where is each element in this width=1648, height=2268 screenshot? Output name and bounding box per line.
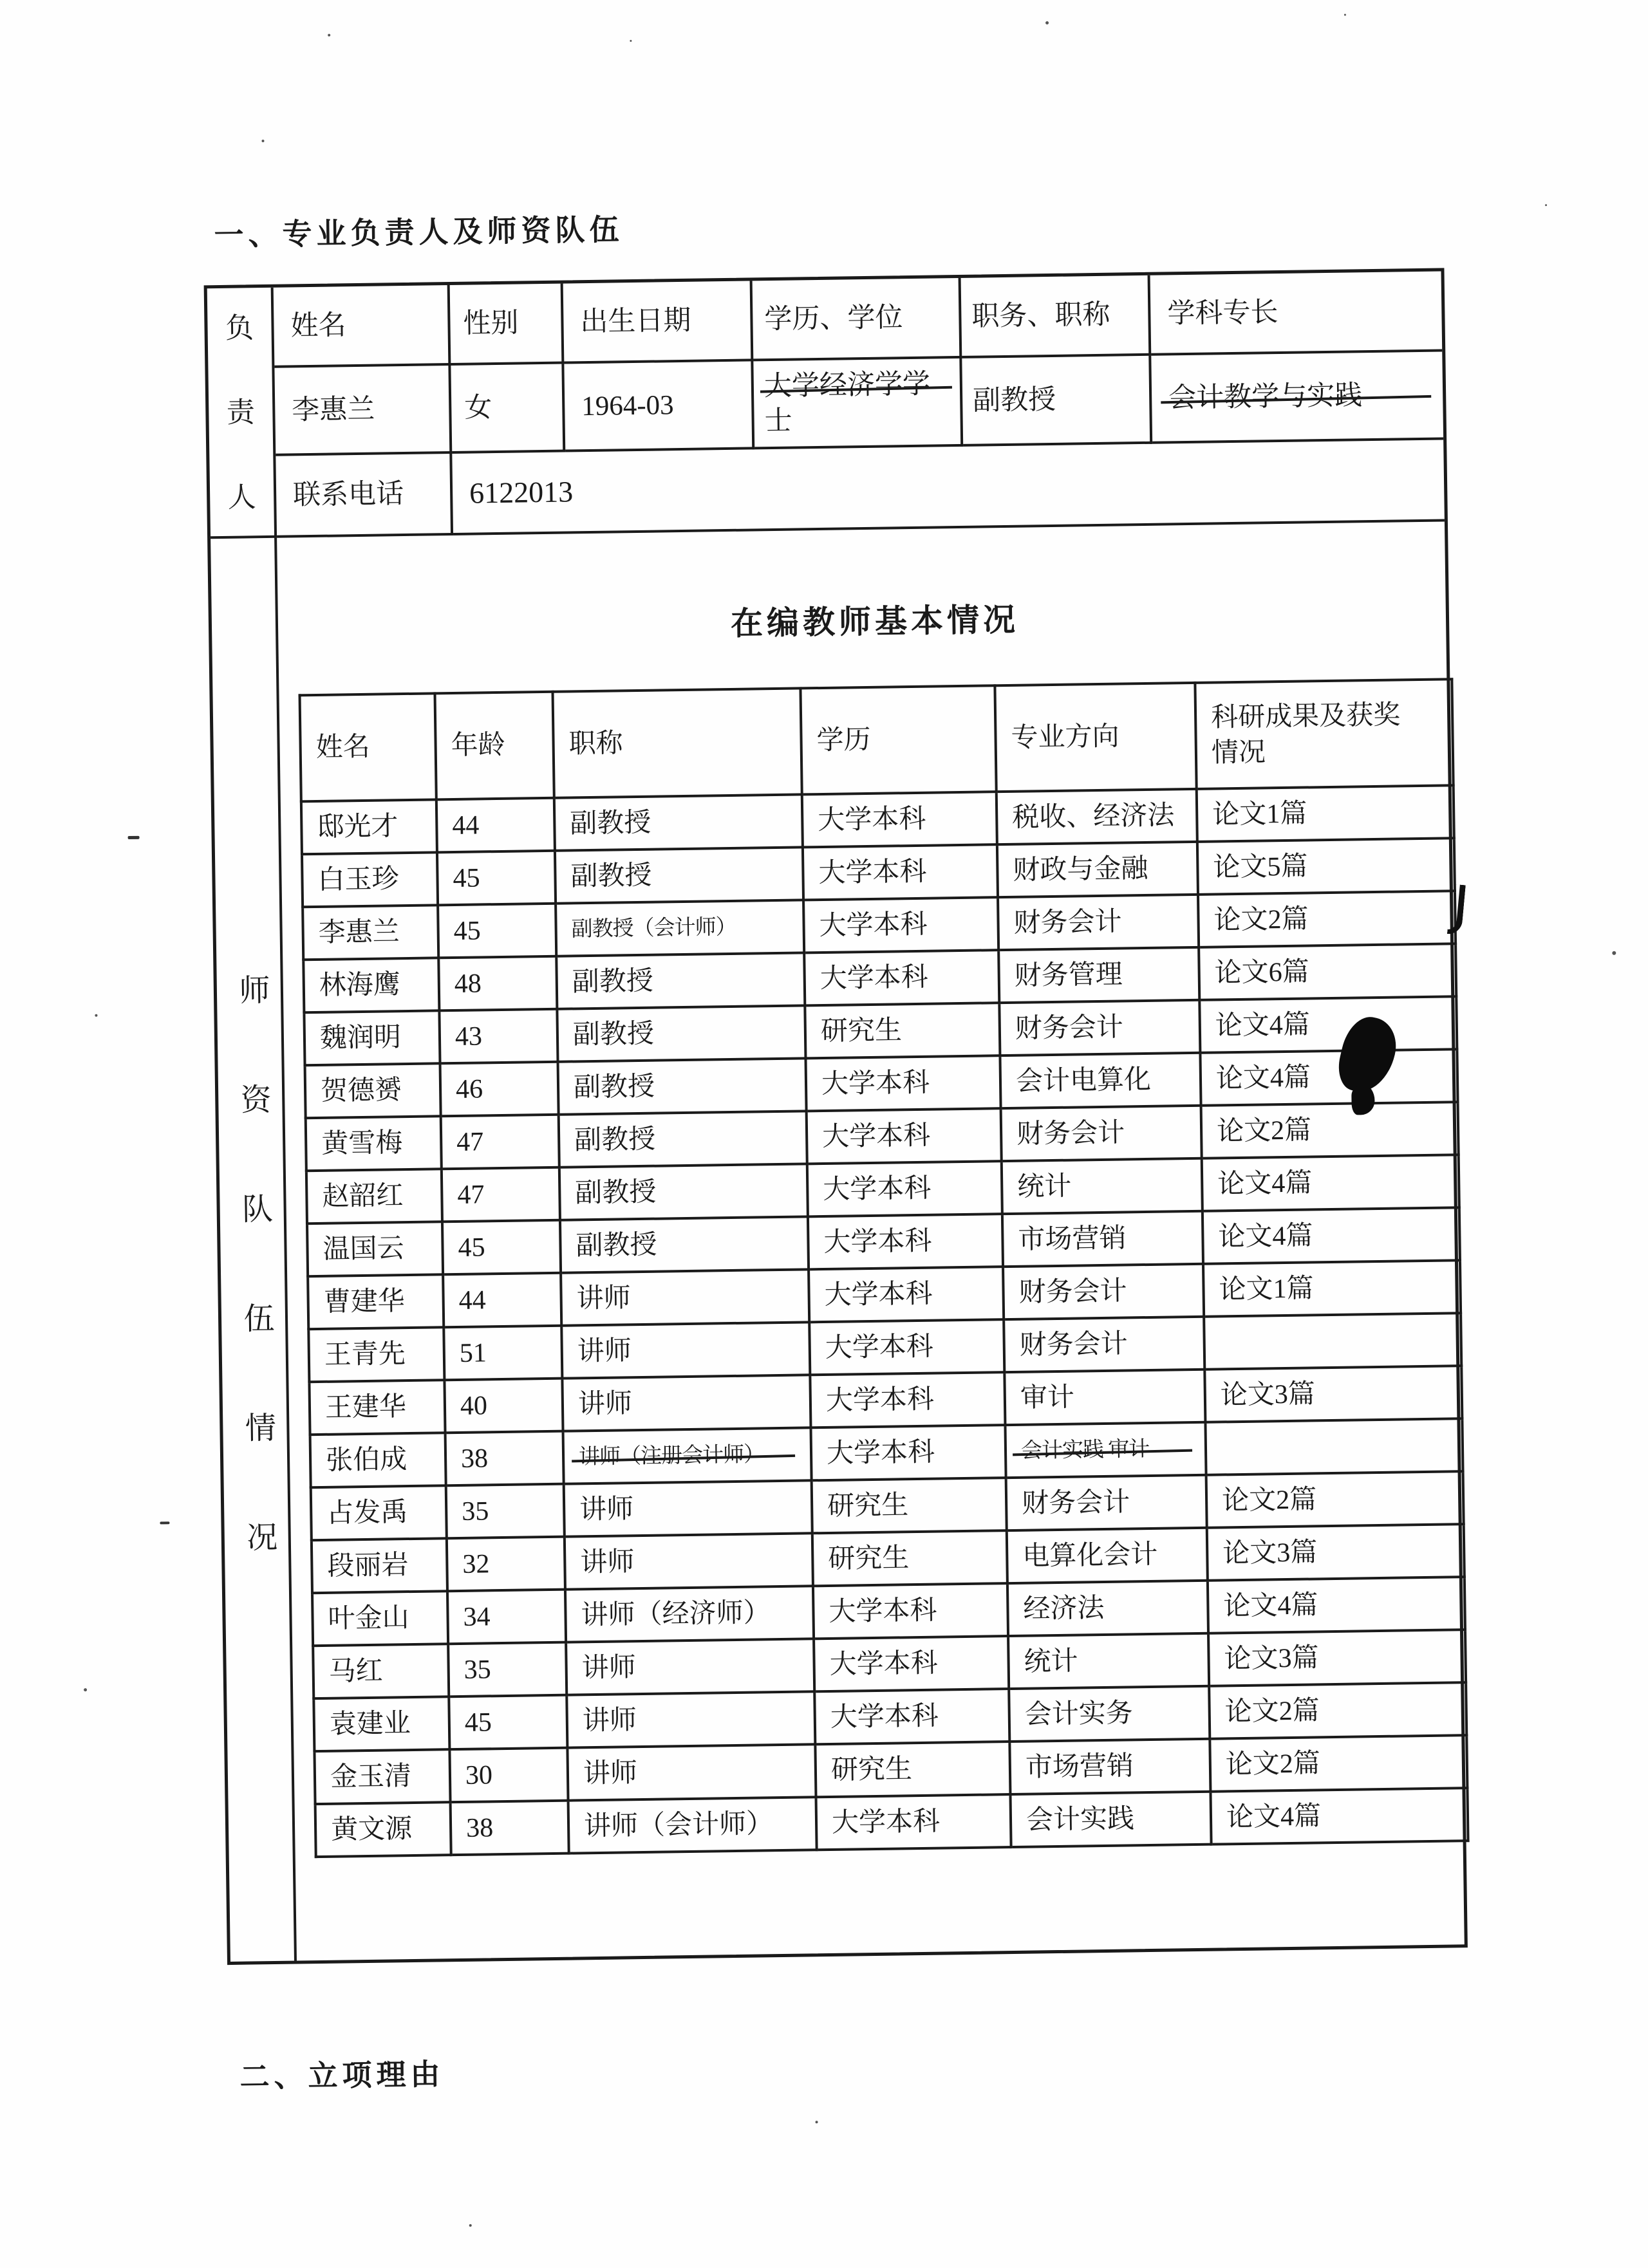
staff-cell: 大学本科 [805,1055,1000,1111]
staff-cell: 叶金山 [312,1591,448,1646]
staff-cell: 李惠兰 [303,905,438,960]
scan-speck [128,836,140,839]
staff-cell: 讲师 [564,1480,812,1536]
staff-cell: 大学本科 [803,897,998,953]
leader-table [204,268,1468,1965]
staff-cell: 45 [437,851,556,906]
staff-cell: 财务会计 [1003,1264,1204,1319]
section-1-heading: 一、专业负责人及师资队伍 [214,213,624,252]
staff-cell: 论文2篇 [1201,1102,1459,1158]
staff-cell: 副教授 [554,794,803,850]
staff-cell: 大学本科 [809,1319,1004,1375]
staff-cell: 副教授 [556,953,805,1009]
staff-cell: 论文3篇 [1207,1524,1465,1581]
vertical-label-char: 况 [246,1520,278,1556]
staff-cell: 讲师 [561,1269,809,1325]
vertical-label-char: 资 [240,1083,272,1118]
scan-speck [95,1014,97,1017]
staff-cell: 43 [439,1009,557,1064]
scan-speck [1045,21,1049,24]
staff-cell: 大学本科 [803,844,998,900]
staff-cell: 财务会计 [999,1000,1200,1055]
staff-cell: 32 [447,1537,565,1592]
staff-cell: 会计实践 审计 [1005,1422,1206,1478]
staff-cell: 大学本科 [813,1583,1008,1639]
leader-education-degree-value: 大学经济学学士 [753,358,963,450]
staff-cell: 副教授 [558,1058,807,1114]
staff-cell: 讲师（会计师） [568,1797,817,1853]
staff-cell [1205,1418,1463,1475]
staff-cell: 34 [447,1590,566,1644]
staff-header-name: 姓名 [300,693,436,801]
leader-header-specialty: 学科专长 [1150,271,1443,355]
staff-cell: 电算化会计 [1007,1528,1208,1583]
staff-cell: 48 [438,956,557,1011]
staff-cell: 45 [438,904,556,958]
staff-cell: 财务会计 [1001,1106,1202,1161]
staff-cell: 大学本科 [804,950,999,1005]
staff-cell: 研究生 [805,1003,1000,1058]
staff-cell: 47 [442,1167,560,1222]
staff-cell: 讲师 [561,1322,810,1378]
staff-header-age: 年龄 [435,692,554,800]
staff-cell: 金玉清 [314,1749,450,1804]
staff-header-row [300,679,1454,801]
scan-speck [630,40,632,42]
staff-cell: 论文3篇 [1204,1366,1462,1422]
staff-cell: 论文1篇 [1197,785,1454,842]
staff-cell: 市场营销 [1009,1739,1210,1794]
staff-cell: 财务会计 [1006,1475,1207,1530]
leader-position-title-value: 副教授 [962,356,1152,447]
staff-cell: 论文5篇 [1197,838,1455,895]
scan-speck [1545,204,1547,206]
leader-header-name: 姓名 [274,285,451,368]
vertical-label-char: 责 [226,396,256,429]
scan-speck [328,34,330,37]
staff-cell: 会计实践 [1010,1792,1211,1847]
vertical-label-char: 师 [239,973,270,1009]
phone-value: 6122013 [452,440,1445,535]
staff-cell: 林海鹰 [303,958,439,1012]
leader-header-education-degree: 学历、学位 [753,278,962,362]
staff-cell: 研究生 [812,1478,1007,1533]
leader-birthdate-value: 1964-03 [564,361,754,452]
staff-cell: 段丽岩 [312,1538,447,1593]
staff-cell: 温国云 [307,1222,443,1276]
staff-cell: 论文6篇 [1199,943,1456,1000]
staff-header-major: 专业方向 [995,683,1196,792]
staff-table-title: 在编教师基本情况 [730,601,1020,642]
staff-cell: 30 [449,1748,568,1803]
staff-cell: 统计 [1008,1633,1209,1689]
staff-cell: 大学本科 [816,1794,1011,1850]
staff-table-head [300,679,1454,801]
staff-cell: 大学本科 [810,1372,1005,1427]
staff-cell: 论文3篇 [1208,1630,1466,1686]
staff-cell: 副教授 [560,1216,809,1272]
staff-cell: 魏润明 [304,1010,440,1065]
staff-cell: 财务会计 [1004,1317,1204,1372]
staff-cell: 论文1篇 [1203,1260,1461,1317]
staff-cell: 统计 [1002,1158,1203,1214]
staff-cell: 黄雪梅 [306,1116,442,1171]
vertical-label-char: 情 [245,1411,277,1446]
staff-header-education: 学历 [800,685,996,794]
section-2-heading: 二、立项理由 [239,2058,445,2094]
staff-cell: 贺德赟 [305,1063,441,1118]
staff-cell: 讲师 [562,1375,810,1431]
staff-cell: 张伯成 [310,1433,446,1487]
staff-cell: 黄文源 [315,1802,451,1857]
leader-name-value: 李惠兰 [274,366,452,456]
staff-cell: 会计电算化 [1000,1053,1201,1108]
staff-cell: 大学本科 [808,1214,1003,1269]
vertical-label-char: 队 [241,1192,274,1227]
staff-cell: 财务管理 [998,947,1199,1003]
staff-cell: 经济法 [1007,1581,1208,1636]
staff-section [277,521,1465,1960]
staff-cell: 讲师 [566,1639,814,1695]
staff-cell: 论文2篇 [1210,1735,1467,1792]
staff-cell: 大学本科 [814,1689,1009,1744]
staff-cell: 47 [441,1115,559,1169]
staff-cell: 大学本科 [809,1267,1004,1322]
staff-cell: 大学本科 [814,1636,1009,1691]
staff-cell: 讲师（经济师） [565,1586,814,1642]
staff-cell: 论文2篇 [1198,891,1456,947]
staff-cell: 副教授（会计师） [556,900,804,956]
staff-cell: 讲师 [567,1744,816,1800]
leader-gender-value: 女 [451,364,565,454]
staff-cell: 45 [442,1220,561,1275]
staff-cell: 45 [449,1695,567,1750]
vertical-label-char: 人 [227,481,257,514]
leader-side-label [207,288,277,539]
staff-cell: 邸光才 [301,799,437,854]
staff-cell: 曹建华 [308,1274,444,1329]
staff-cell: 讲师 [565,1533,813,1589]
staff-cell: 51 [444,1326,562,1380]
staff-table-body [301,785,1468,1857]
staff-cell: 财政与金融 [997,842,1198,897]
staff-cell: 44 [443,1273,561,1328]
staff-header-research: 科研成果及获奖 情况 [1195,679,1453,789]
scan-speck [1344,14,1346,16]
staff-cell: 税收、经济法 [997,789,1197,844]
staff-cell: 副教授 [557,1005,805,1061]
phone-label: 联系电话 [276,454,453,538]
staff-cell: 论文4篇 [1210,1788,1468,1845]
staff-cell: 35 [448,1642,566,1697]
leader-header-gender: 性别 [450,284,565,366]
staff-cell: 马红 [313,1644,449,1698]
staff-table [299,678,1470,1858]
staff-cell [1204,1313,1461,1370]
staff-cell: 38 [445,1431,564,1486]
staff-cell: 论文4篇 [1202,1155,1459,1211]
staff-cell: 王青先 [308,1327,444,1382]
staff-cell: 研究生 [815,1742,1010,1797]
staff-header-title: 职称 [552,688,801,797]
staff-cell: 白玉珍 [302,852,438,907]
staff-cell: 副教授 [555,847,803,903]
staff-cell: 审计 [1004,1370,1205,1425]
vertical-label-char: 伍 [243,1301,275,1337]
scan-speck [84,1688,87,1691]
staff-cell: 论文4篇 [1203,1207,1460,1264]
staff-cell: 44 [436,798,555,853]
staff-cell: 论文2篇 [1206,1471,1464,1528]
vertical-label-char: 负 [225,312,254,344]
scan-speck [1612,951,1616,955]
staff-cell: 讲师 [566,1691,815,1747]
staff-cell: 研究生 [812,1530,1007,1586]
scan-speck [261,140,264,142]
scan-speck [816,2121,818,2123]
staff-cell: 副教授 [559,1164,808,1220]
leader-header-birthdate: 出生日期 [563,281,754,364]
staff-cell: 38 [451,1801,569,1855]
staff-cell: 大学本科 [810,1425,1006,1480]
staff-cell: 市场营销 [1002,1211,1203,1267]
staff-cell: 大学本科 [807,1161,1002,1216]
staff-cell: 大学本科 [807,1108,1002,1164]
staff-cell: 副教授 [559,1111,807,1167]
staff-cell: 讲师（注册会计师） [563,1427,812,1483]
staff-cell: 35 [446,1484,565,1539]
leader-specialty-value: 会计教学与实践 [1151,351,1443,443]
staff-cell: 论文4篇 [1199,996,1457,1053]
staff-cell: 论文4篇 [1200,1049,1457,1106]
staff-cell: 大学本科 [802,792,997,847]
staff-cell: 占发禹 [311,1485,447,1540]
staff-cell: 46 [440,1062,559,1117]
staff-cell: 会计实务 [1009,1686,1210,1742]
staff-cell: 40 [444,1379,563,1433]
leader-header-position-title: 职务、职称 [961,275,1152,358]
staff-cell: 财务会计 [998,895,1199,950]
staff-cell: 王建华 [309,1380,445,1435]
staff-cell: 论文2篇 [1209,1682,1466,1739]
scan-speck [469,2224,472,2227]
staff-cell: 袁建业 [314,1696,449,1751]
staff-cell: 论文4篇 [1208,1577,1465,1633]
scan-speck [160,1521,169,1524]
staff-cell: 赵韶红 [306,1169,442,1223]
